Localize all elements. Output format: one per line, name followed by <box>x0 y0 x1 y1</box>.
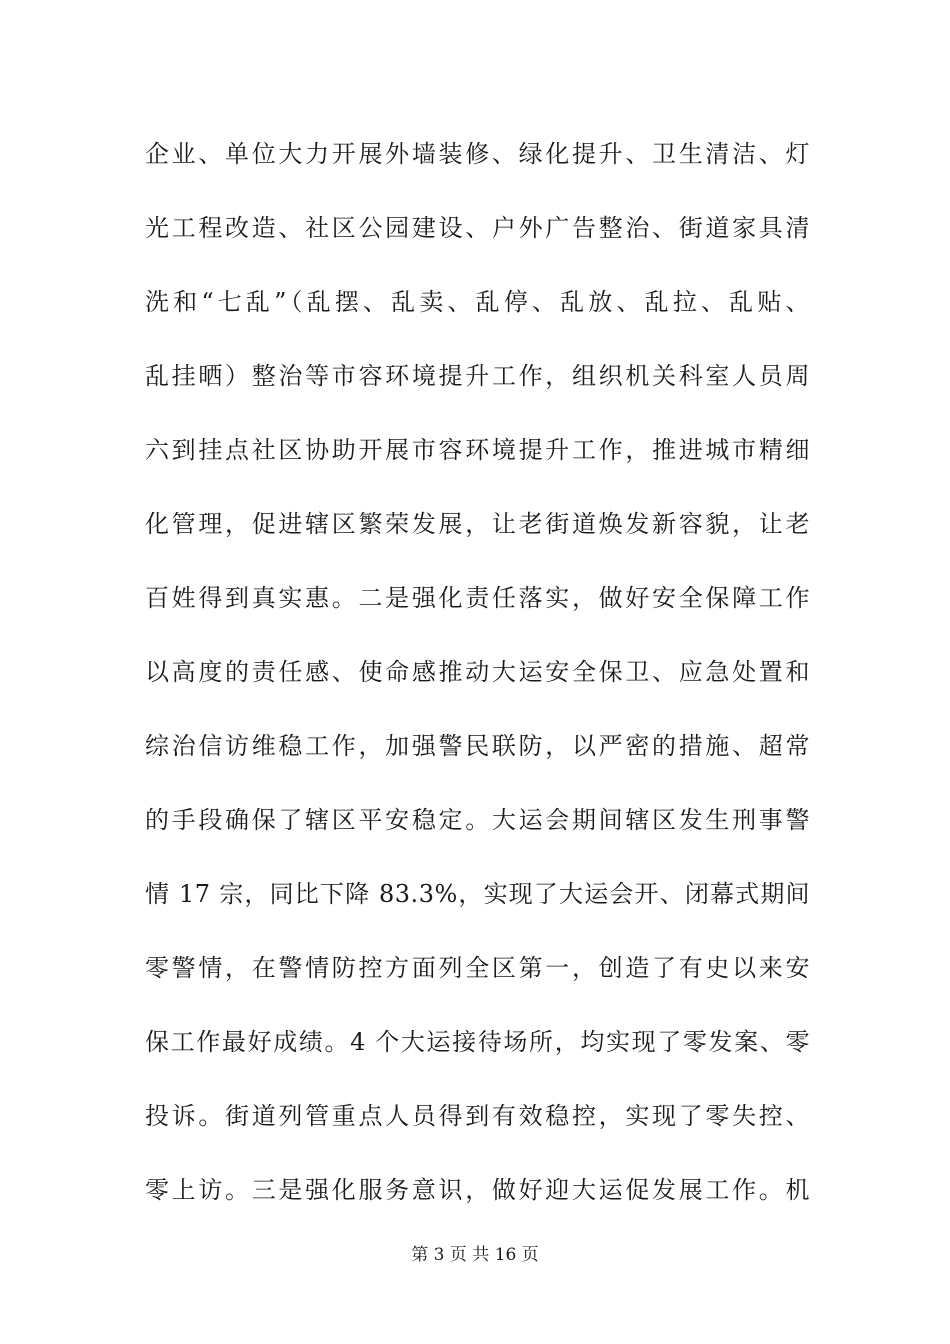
text-line: 的手段确保了辖区平安稳定。大运会期间辖区发生刑事警 <box>145 806 810 834</box>
text-line: 光工程改造、社区公园建设、户外广告整治、街道家具清 <box>145 214 810 242</box>
text-line: 以高度的责任感、使命感推动大运安全保卫、应急处置和 <box>145 658 810 686</box>
text-line: 零警情，在警情防控方面列全区第一，创造了有史以来安 <box>145 954 810 982</box>
text-line: 企业、单位大力开展外墙装修、绿化提升、卫生清洁、灯 <box>145 140 810 168</box>
text-line: 情 17 宗，同比下降 83.3%，实现了大运会开、闭幕式期间 <box>145 880 810 908</box>
text-line: 保工作最好成绩。4 个大运接待场所，均实现了零发案、零 <box>145 1028 810 1056</box>
text-line: 乱挂晒）整治等市容环境提升工作，组织机关科室人员周 <box>145 362 810 390</box>
text-line: 零上访。三是强化服务意识，做好迎大运促发展工作。机 <box>145 1176 810 1204</box>
text-line: 投诉。街道列管重点人员得到有效稳控，实现了零失控、 <box>145 1102 810 1130</box>
text-line: 六到挂点社区协助开展市容环境提升工作，推进城市精细 <box>145 436 810 464</box>
text-line: 洗和“七乱”（乱摆、乱卖、乱停、乱放、乱拉、乱贴、 <box>145 288 810 316</box>
body-text <box>145 128 810 1238</box>
text-line: 化管理，促进辖区繁荣发展，让老街道焕发新容貌，让老 <box>145 510 810 538</box>
page-number-footer: 第 3 页 共 16 页 <box>411 1245 539 1265</box>
text-line: 百姓得到真实惠。二是强化责任落实，做好安全保障工作 <box>145 584 810 612</box>
text-line: 综治信访维稳工作，加强警民联防，以严密的措施、超常 <box>145 732 810 760</box>
